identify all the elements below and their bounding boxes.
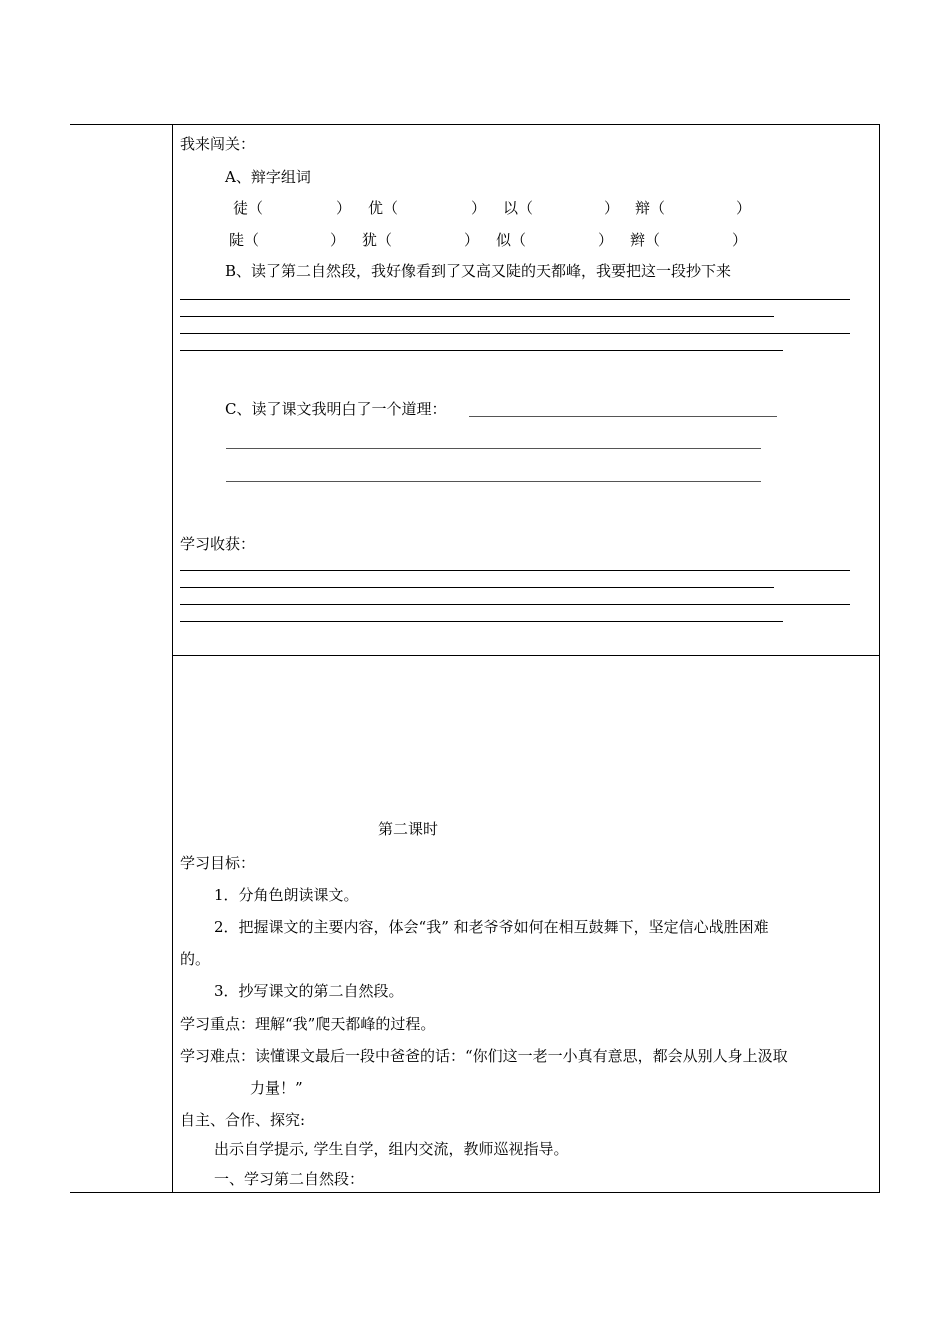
- table-top-border: [70, 124, 880, 125]
- difficulty-line-2: 力量！”: [250, 1079, 303, 1097]
- word-blank-you-open: 优（: [368, 199, 399, 217]
- learning-gain-heading: 学习收获：: [180, 535, 256, 553]
- word-blank-bian-open: 辩（: [635, 199, 666, 217]
- copy-line-1: [180, 299, 850, 300]
- lesson-title: 第二课时: [378, 820, 439, 838]
- word-blank-dou-close: ）: [330, 231, 346, 249]
- part-a-title: A、辩字组词: [225, 168, 311, 186]
- answer-line-1: [469, 416, 777, 417]
- word-blank-yi-close: ）: [604, 199, 620, 217]
- table-right-border: [879, 124, 880, 1192]
- copy-line-3: [180, 333, 850, 334]
- gain-line-2: [180, 587, 774, 588]
- goal-2-line-2: 的。: [180, 950, 211, 968]
- word-blank-dou-open: 陡（: [229, 231, 260, 249]
- word-blank-you-close: ）: [471, 199, 487, 217]
- gain-line-1: [180, 570, 850, 571]
- word-blank-tu-close: ）: [336, 199, 352, 217]
- goal-1: 1．分角色朗读课文。: [214, 886, 359, 904]
- goals-heading: 学习目标：: [180, 854, 256, 872]
- word-blank-si-open: 似（: [496, 231, 527, 249]
- word-blank-you2-open: 犹（: [362, 231, 393, 249]
- table-column-divider: [172, 124, 173, 1192]
- section-heading-challenge: 我来闯关：: [180, 135, 256, 153]
- gain-line-4: [180, 621, 783, 622]
- goal-3: 3．抄写课文的第二自然段。: [214, 982, 404, 1000]
- gain-line-3: [180, 604, 850, 605]
- difficulty-line-1: 学习难点：读懂课文最后一段中爸爸的话：“你们这一老一小真有意思，都会从别人身上汲取: [180, 1047, 788, 1065]
- word-blank-bian2-open: 辫（: [630, 231, 661, 249]
- explore-heading: 自主、合作、探究:: [180, 1111, 306, 1129]
- part-b-title: B、读了第二自然段，我好像看到了又高又陡的天都峰，我要把这一段抄下来: [225, 262, 732, 280]
- word-blank-bian-close: ）: [736, 199, 752, 217]
- copy-line-4: [180, 350, 783, 351]
- word-blank-you2-close: ）: [464, 231, 480, 249]
- part-c-title: C、读了课文我明白了一个道理：: [225, 400, 447, 418]
- word-blank-yi-open: 以（: [503, 199, 534, 217]
- table-row-divider: [172, 655, 880, 656]
- copy-line-2: [180, 316, 774, 317]
- table-bottom-border: [70, 1192, 880, 1193]
- step-1-heading: 一、学习第二自然段：: [214, 1170, 365, 1188]
- instruction-text: 出示自学提示, 学生自学，组内交流，教师巡视指导。: [214, 1140, 569, 1158]
- word-blank-bian2-close: ）: [732, 231, 748, 249]
- key-point: 学习重点：理解“我”爬天都峰的过程。: [180, 1015, 436, 1033]
- word-blank-si-close: ）: [598, 231, 614, 249]
- answer-line-2: [226, 448, 761, 449]
- answer-line-3: [226, 481, 761, 482]
- word-blank-tu-open: 徒（: [233, 199, 264, 217]
- goal-2-line-1: 2．把握课文的主要内容，体会“我” 和老爷爷如何在相互鼓舞下，坚定信心战胜困难: [214, 918, 769, 936]
